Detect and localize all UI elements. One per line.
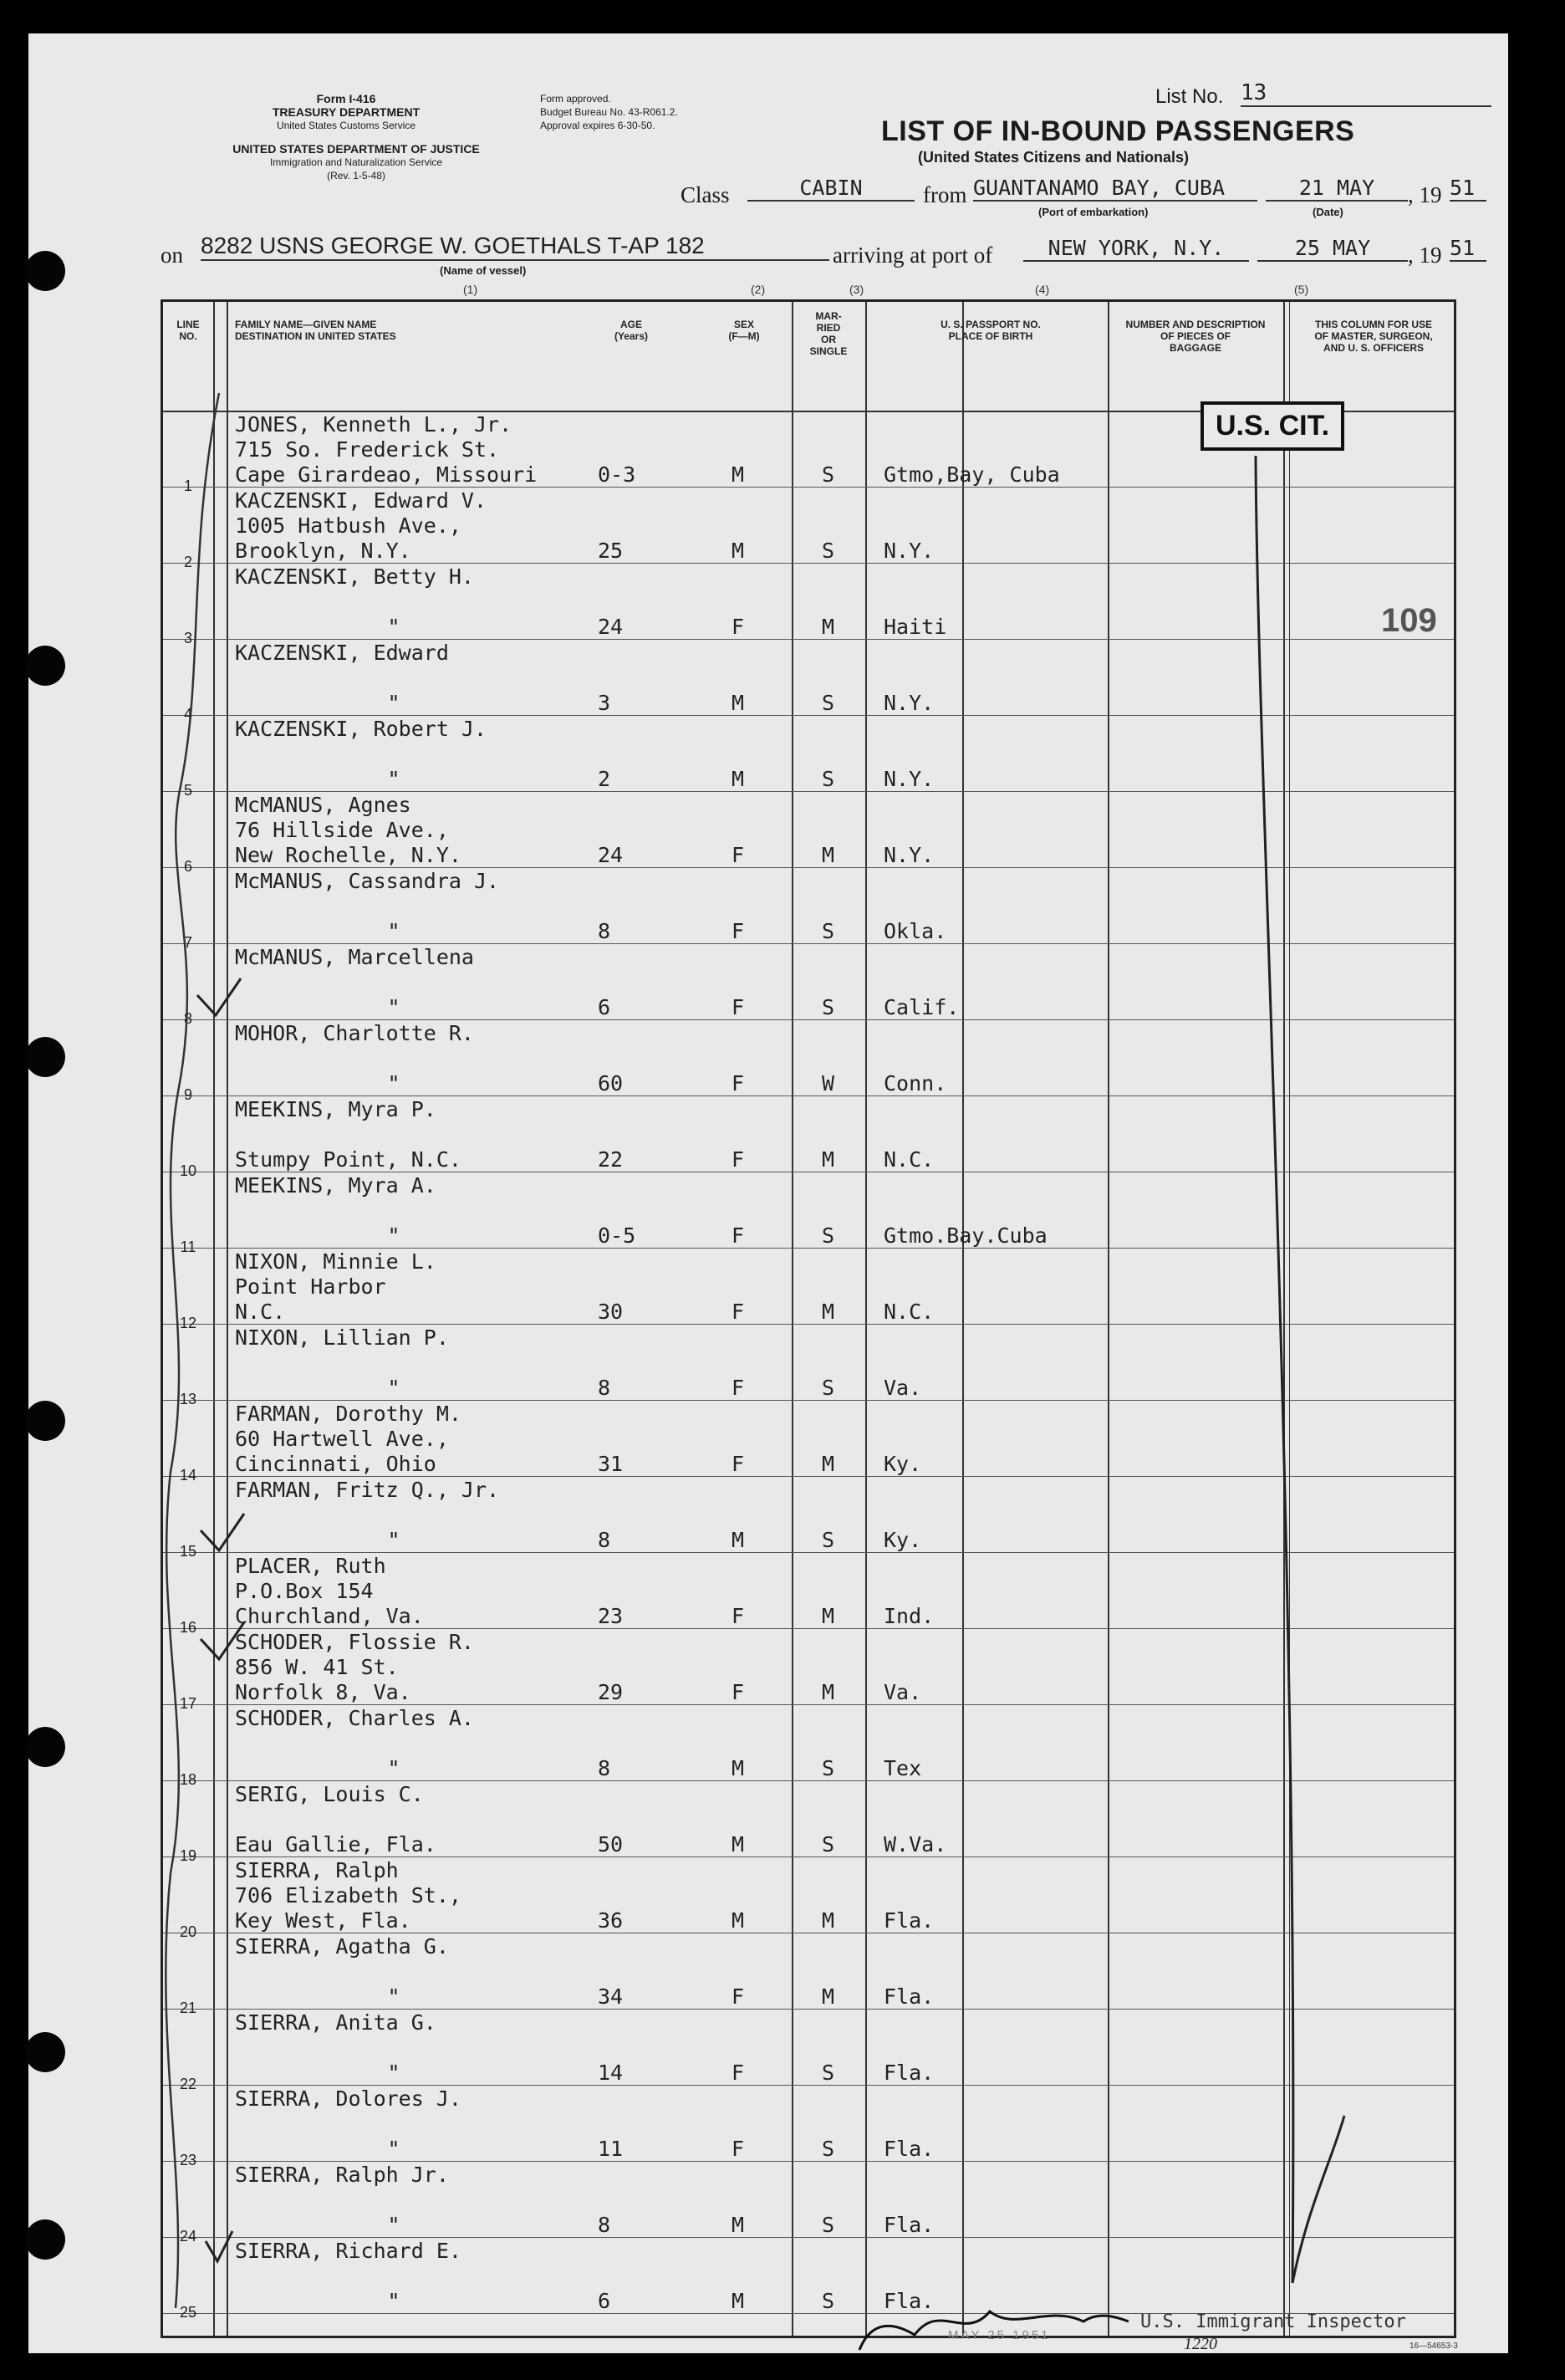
destination-address: 60 Hartwell Ave., — [235, 1427, 449, 1451]
destination-city: Cape Girardeao, Missouri — [235, 462, 538, 487]
destination-city: " — [387, 1376, 400, 1400]
sex-value: M — [732, 539, 745, 563]
passenger-name: KACZENSKI, Robert J. — [235, 717, 487, 741]
list-number: 13 — [1241, 80, 1491, 107]
handwritten-code: 1220 — [1184, 2335, 1217, 2353]
arrival-year: 51 — [1450, 236, 1486, 262]
age-value: 29 — [598, 1680, 624, 1704]
line-number: 8 — [183, 1010, 192, 1027]
justice-block — [155, 142, 557, 182]
treasury-block — [221, 92, 472, 132]
age-value: 24 — [598, 615, 624, 639]
port-of-embarkation: GUANTANAMO BAY, CUBA — [973, 176, 1257, 202]
destination-city: " — [387, 691, 400, 715]
sex-value: F — [732, 919, 745, 943]
line-number: 6 — [183, 858, 192, 875]
sex-value: M — [732, 1528, 745, 1552]
header-sex: SEX (F—M) — [728, 319, 760, 342]
embark-year: 51 — [1450, 176, 1486, 202]
destination-city: Norfolk 8, Va. — [235, 1680, 411, 1704]
passenger-name: SIERRA, Richard E. — [235, 2239, 461, 2263]
age-value: 30 — [598, 1300, 624, 1324]
line-number: 2 — [183, 554, 192, 570]
place-of-birth: N.Y. — [884, 539, 935, 563]
line-number: 1 — [183, 478, 192, 494]
marital-status: M — [822, 1452, 835, 1476]
marital-status: S — [822, 995, 835, 1019]
form-number: Form I-416 — [316, 92, 376, 105]
marital-status: S — [822, 1376, 835, 1400]
line-number: 16 — [179, 1619, 197, 1636]
treasury-dept: TREASURY DEPARTMENT — [272, 105, 421, 119]
age-value: 6 — [598, 2289, 611, 2313]
vessel-caption: (Name of vessel) — [440, 264, 527, 277]
sex-value: F — [732, 995, 745, 1019]
passenger-name: JONES, Kenneth L., Jr. — [235, 412, 512, 437]
destination-address: P.O.Box 154 — [235, 1579, 374, 1603]
sex-value: M — [732, 462, 745, 487]
age-value: 34 — [598, 1984, 624, 2009]
marital-status: M — [822, 1300, 835, 1324]
arrival-date: 25 MAY — [1257, 236, 1408, 262]
sex-value: M — [732, 1908, 745, 1933]
line-number: 11 — [180, 1239, 196, 1255]
passenger-name: SERIG, Louis C. — [235, 1782, 424, 1806]
place-of-birth: W.Va. — [884, 1832, 947, 1857]
on-label: on — [161, 243, 183, 268]
vessel-name: 8282 USNS GEORGE W. GOETHALS T-AP 182 — [201, 232, 829, 261]
line-number: 13 — [179, 1391, 197, 1407]
passenger-name: FARMAN, Dorothy M. — [235, 1402, 461, 1426]
ins-service: Immigration and Naturalization Service — [269, 156, 443, 168]
place-of-birth: Va. — [884, 1376, 922, 1400]
punch-hole — [25, 646, 65, 686]
column-number-1: (1) — [463, 283, 478, 296]
passenger-name: FARMAN, Fritz Q., Jr. — [235, 1478, 500, 1502]
passenger-name: SIERRA, Agatha G. — [235, 1934, 449, 1959]
destination-city: " — [387, 1984, 400, 2009]
age-value: 2 — [598, 767, 611, 791]
arriving-label: arriving at port of — [833, 243, 993, 268]
destination-city: " — [387, 919, 400, 943]
manifest-page — [28, 33, 1508, 2353]
age-value: 0-5 — [598, 1223, 636, 1248]
column-number-2: (2) — [751, 283, 766, 296]
marital-status: M — [822, 1984, 835, 2009]
age-value: 8 — [598, 2213, 611, 2237]
destination-city: Stumpy Point, N.C. — [235, 1147, 461, 1172]
marital-status: S — [822, 462, 835, 487]
passenger-name: SIERRA, Anita G. — [235, 2010, 436, 2035]
line-number: 19 — [179, 1847, 197, 1864]
header-name: FAMILY NAME—GIVEN NAME DESTINATION IN UNITED STATES — [235, 319, 396, 342]
passenger-name: SIERRA, Ralph — [235, 1858, 399, 1882]
marital-status: M — [822, 843, 835, 867]
sex-value: F — [732, 1984, 745, 2009]
destination-city: " — [387, 1071, 400, 1096]
marital-status: S — [822, 919, 835, 943]
age-value: 11 — [598, 2137, 624, 2161]
passenger-name: PLACER, Ruth — [235, 1554, 386, 1578]
destination-address: 715 So. Frederick St. — [235, 437, 500, 462]
marital-status: M — [822, 615, 835, 639]
place-of-birth: Ky. — [884, 1452, 922, 1476]
sex-value: F — [732, 843, 745, 867]
line-number: 21 — [179, 2000, 197, 2016]
destination-city: " — [387, 1528, 400, 1552]
age-value: 24 — [598, 843, 624, 867]
form-revision: (Rev. 1-5-48) — [327, 170, 385, 181]
destination-city: Cincinnati, Ohio — [235, 1452, 436, 1476]
sex-value: F — [732, 2137, 745, 2161]
sex-value: F — [732, 1147, 745, 1172]
marital-status: M — [822, 1680, 835, 1704]
approval-expiry: Approval expires 6-30-50. — [540, 120, 655, 131]
list-subtitle: (United States Citizens and Nationals) — [918, 149, 1190, 166]
list-number-label: List No. — [1155, 85, 1224, 108]
destination-address: 706 Elizabeth St., — [235, 1883, 461, 1908]
marital-status: S — [822, 2061, 835, 2085]
place-of-birth: Va. — [884, 1680, 922, 1704]
punch-hole — [25, 2219, 65, 2260]
place-of-birth: N.Y. — [884, 691, 935, 715]
place-of-birth: N.C. — [884, 1147, 935, 1172]
print-code: 16—54653-3 — [1410, 2342, 1458, 2351]
line-number: 17 — [179, 1695, 197, 1712]
marital-status: S — [822, 2213, 835, 2237]
passenger-name: SIERRA, Ralph Jr. — [235, 2163, 449, 2187]
place-of-birth: Gtmo,Bay, Cuba — [884, 462, 1060, 487]
passenger-name: NIXON, Minnie L. — [235, 1249, 436, 1274]
line-number: 12 — [179, 1315, 197, 1331]
page-number: 109 — [1381, 602, 1437, 639]
passenger-name: KACZENSKI, Betty H. — [235, 564, 474, 589]
sex-value: F — [732, 1376, 745, 1400]
sex-value: M — [732, 2289, 745, 2313]
class-label: Class — [681, 182, 730, 207]
destination-city: Brooklyn, N.Y. — [235, 539, 411, 563]
passenger-table — [161, 299, 1456, 2338]
age-value: 8 — [598, 919, 611, 943]
destination-city: " — [387, 2289, 400, 2313]
line-number: 24 — [179, 2228, 197, 2245]
port-of-arrival: NEW YORK, N.Y. — [1023, 236, 1249, 262]
destination-city: " — [387, 1223, 400, 1248]
inspector-label: U.S. Immigrant Inspector — [1140, 2311, 1406, 2332]
line-number: 25 — [179, 2304, 197, 2321]
place-of-birth: N.C. — [884, 1300, 935, 1324]
sex-value: F — [732, 1452, 745, 1476]
age-value: 50 — [598, 1832, 624, 1857]
embark-caption: (Port of embarkation) — [1038, 206, 1149, 218]
column-number-3: (3) — [849, 283, 864, 296]
destination-city: New Rochelle, N.Y. — [235, 843, 461, 867]
destination-city: Eau Gallie, Fla. — [235, 1832, 436, 1857]
sex-value: M — [732, 767, 745, 791]
destination-city: " — [387, 767, 400, 791]
destination-address: 856 W. 41 St. — [235, 1655, 399, 1679]
line-number: 3 — [183, 630, 192, 646]
punch-hole — [25, 1727, 65, 1767]
place-of-birth: N.Y. — [884, 843, 935, 867]
passenger-name: MOHOR, Charlotte R. — [235, 1021, 474, 1045]
passenger-name: SIERRA, Dolores J. — [235, 2086, 461, 2111]
line-number: 7 — [183, 934, 192, 951]
passenger-name: SCHODER, Flossie R. — [235, 1630, 474, 1654]
arrival-year-prefix: , 19 — [1408, 243, 1442, 268]
list-title: LIST OF IN-BOUND PASSENGERS — [881, 115, 1355, 147]
age-value: 36 — [598, 1908, 624, 1933]
destination-city: " — [387, 2061, 400, 2085]
place-of-birth: Ind. — [884, 1604, 935, 1628]
destination-city: " — [387, 615, 400, 639]
us-citizen-stamp: U.S. CIT. — [1201, 401, 1344, 451]
line-number: 9 — [183, 1086, 192, 1103]
destination-city: " — [387, 2213, 400, 2237]
place-of-birth: Fla. — [884, 2137, 935, 2161]
bureau-number: Budget Bureau No. 43-R061.2. — [540, 106, 678, 118]
marital-status: S — [822, 767, 835, 791]
date-caption: (Date) — [1313, 206, 1343, 218]
column-number-4: (4) — [1035, 283, 1050, 296]
age-value: 31 — [598, 1452, 624, 1476]
passenger-name: MEEKINS, Myra A. — [235, 1173, 436, 1198]
age-value: 23 — [598, 1604, 624, 1628]
destination-city: N.C. — [235, 1300, 286, 1324]
age-value: 8 — [598, 1756, 611, 1780]
punch-hole — [25, 2032, 65, 2072]
place-of-birth: Haiti — [884, 615, 947, 639]
customs-service: United States Customs Service — [276, 120, 416, 131]
marital-status: S — [822, 1832, 835, 1857]
header-baggage: NUMBER AND DESCRIPTION OF PIECES OF BAGGAGE — [1125, 319, 1266, 354]
place-of-birth: Calif. — [884, 995, 960, 1019]
place-of-birth: Fla. — [884, 1984, 935, 2009]
sex-value: F — [732, 615, 745, 639]
destination-city: " — [387, 995, 400, 1019]
marital-status: M — [822, 1908, 835, 1933]
destination-address: 76 Hillside Ave., — [235, 818, 449, 842]
place-of-birth: N.Y. — [884, 767, 935, 791]
header-age: AGE (Years) — [614, 319, 649, 342]
line-number: 20 — [179, 1923, 197, 1940]
sex-value: F — [732, 2061, 745, 2085]
column-number-5: (5) — [1294, 283, 1309, 296]
header-officers: THIS COLUMN FOR USE OF MASTER, SURGEON, AND U. S. OFFICERS — [1314, 319, 1433, 354]
passenger-name: KACZENSKI, Edward V. — [235, 488, 487, 513]
place-of-birth: Tex — [884, 1756, 922, 1780]
place-of-birth: Ky. — [884, 1528, 922, 1552]
age-value: 6 — [598, 995, 611, 1019]
line-number: 14 — [179, 1467, 197, 1484]
age-value: 3 — [598, 691, 611, 715]
place-of-birth: Fla. — [884, 1908, 935, 1933]
from-label: from — [923, 182, 967, 207]
age-value: 0-3 — [598, 462, 636, 487]
age-value: 8 — [598, 1376, 611, 1400]
place-of-birth: Fla. — [884, 2213, 935, 2237]
sex-value: M — [732, 691, 745, 715]
class-value: CABIN — [747, 176, 915, 202]
marital-status: S — [822, 2137, 835, 2161]
place-of-birth: Conn. — [884, 1071, 947, 1096]
line-number: 22 — [179, 2076, 197, 2092]
age-value: 22 — [598, 1147, 624, 1172]
place-of-birth: Fla. — [884, 2061, 935, 2085]
passenger-name: MEEKINS, Myra P. — [235, 1097, 436, 1121]
age-value: 60 — [598, 1071, 624, 1096]
destination-city: " — [387, 2137, 400, 2161]
line-number: 4 — [183, 706, 192, 723]
header-line-no: LINE NO. — [176, 319, 200, 342]
passenger-name: KACZENSKI, Edward — [235, 641, 449, 665]
year-prefix: , 19 — [1408, 182, 1442, 207]
line-number: 5 — [183, 782, 192, 799]
place-of-birth: Okla. — [884, 919, 947, 943]
passenger-name: McMANUS, Marcellena — [235, 945, 474, 969]
line-number: 18 — [179, 1771, 197, 1788]
sex-value: F — [732, 1300, 745, 1324]
sex-value: F — [732, 1071, 745, 1096]
passenger-name: McMANUS, Agnes — [235, 793, 411, 817]
marital-status: S — [822, 2289, 835, 2313]
marital-status: M — [822, 1147, 835, 1172]
marital-status: S — [822, 1756, 835, 1780]
destination-city: Churchland, Va. — [235, 1604, 424, 1628]
age-value: 25 — [598, 539, 624, 563]
punch-hole — [25, 1401, 65, 1441]
sex-value: M — [732, 1756, 745, 1780]
sex-value: M — [732, 1832, 745, 1857]
destination-city: Key West, Fla. — [235, 1908, 411, 1933]
marital-status: S — [822, 1223, 835, 1248]
line-number: 23 — [179, 2152, 197, 2168]
passenger-name: NIXON, Lillian P. — [235, 1325, 449, 1350]
age-value: 14 — [598, 2061, 624, 2085]
sex-value: F — [732, 1223, 745, 1248]
date-stamp: MAY 25 1951 — [948, 2328, 1051, 2342]
sex-value: F — [732, 1680, 745, 1704]
header-passport: U. S. PASSPORT NO. PLACE OF BIRTH — [941, 319, 1041, 342]
sex-value: M — [732, 2213, 745, 2237]
line-number: 10 — [179, 1162, 197, 1179]
punch-hole — [25, 1037, 65, 1077]
justice-dept: UNITED STATES DEPARTMENT OF JUSTICE — [232, 142, 480, 156]
sex-value: F — [732, 1604, 745, 1628]
marital-status: S — [822, 539, 835, 563]
embark-date: 21 MAY — [1266, 176, 1408, 202]
punch-hole — [25, 251, 65, 291]
marital-status: S — [822, 1528, 835, 1552]
form-approved: Form approved. — [540, 93, 611, 105]
passenger-name: McMANUS, Cassandra J. — [235, 869, 500, 893]
line-number: 15 — [179, 1543, 197, 1560]
place-of-birth: Fla. — [884, 2289, 935, 2313]
marital-status: S — [822, 691, 835, 715]
destination-address: Point Harbor — [235, 1274, 386, 1299]
age-value: 8 — [598, 1528, 611, 1552]
passenger-name: SCHODER, Charles A. — [235, 1706, 474, 1730]
header-married: MAR- RIED OR SINGLE — [809, 310, 848, 357]
marital-status: M — [822, 1604, 835, 1628]
marital-status: W — [822, 1071, 835, 1096]
destination-address: 1005 Hatbush Ave., — [235, 513, 461, 538]
approval-block — [540, 92, 678, 132]
destination-city: " — [387, 1756, 400, 1780]
place-of-birth: Gtmo.Bay.Cuba — [884, 1223, 1048, 1248]
